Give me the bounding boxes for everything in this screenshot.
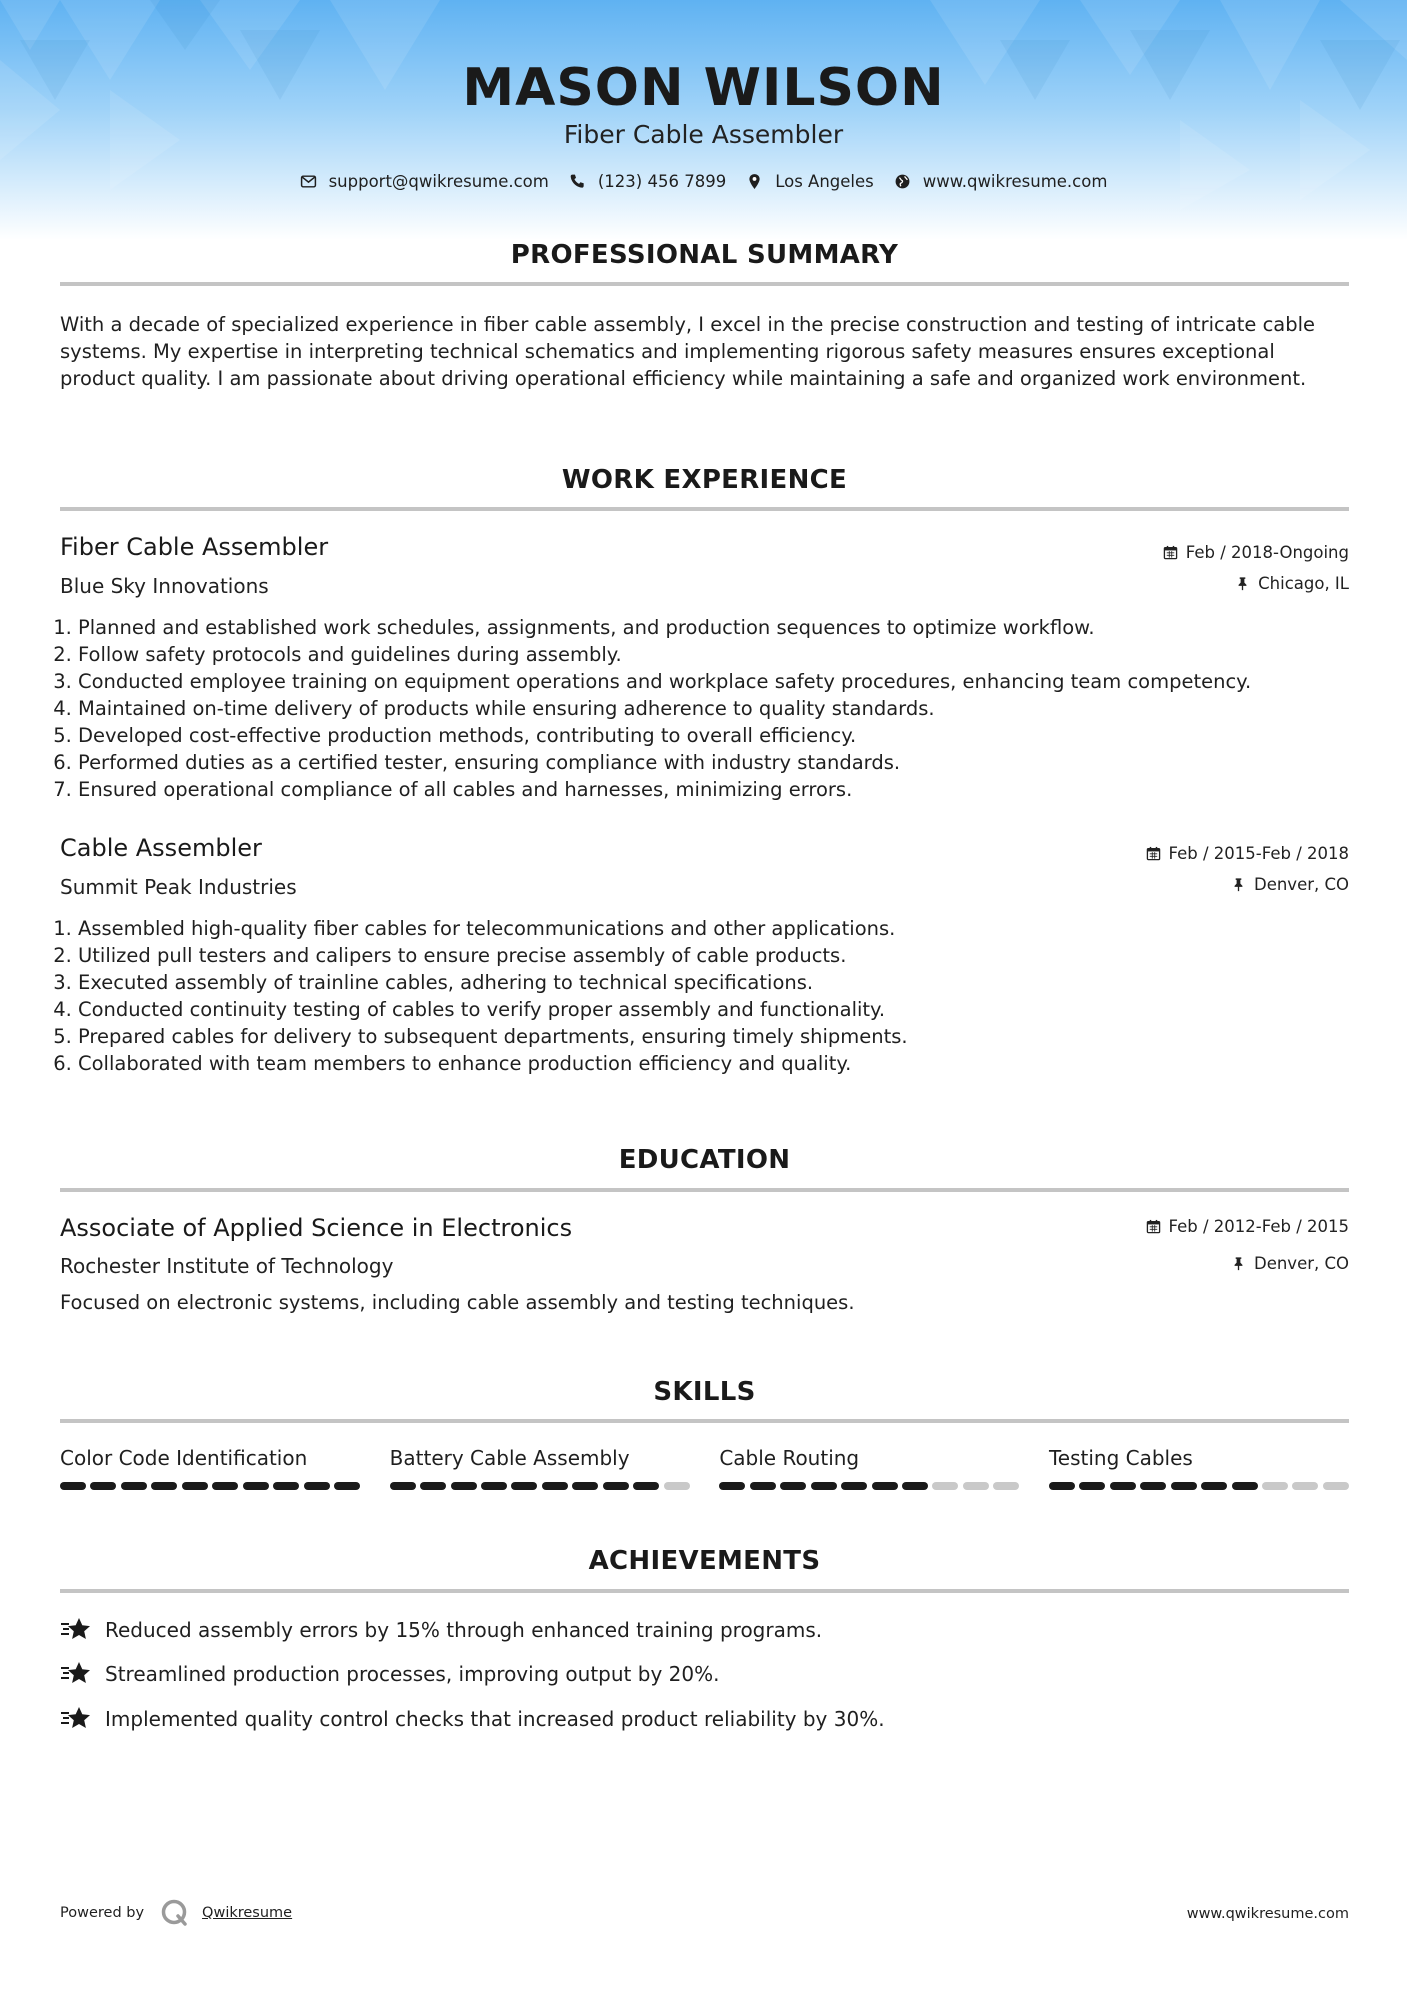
skill-segment-empty	[1323, 1482, 1349, 1490]
contact-website[interactable]	[894, 172, 1108, 191]
skill-segment-filled	[902, 1482, 928, 1490]
skill-rating-bar	[719, 1482, 1019, 1490]
job-title: Cable Assembler	[60, 834, 262, 862]
education-heading: EDUCATION	[618, 1145, 791, 1175]
footer-website[interactable]: www.qwikresume.com	[1186, 1906, 1349, 1922]
job-location	[1231, 875, 1349, 894]
skills-grid	[60, 1446, 1349, 1490]
contact-email-text: support@qwikresume.com	[328, 172, 549, 191]
education-location-text: Denver, CO	[1253, 1254, 1349, 1273]
calendar-icon	[1163, 545, 1178, 560]
shooting-star-icon	[60, 1705, 92, 1733]
skill-segment-filled	[334, 1482, 360, 1490]
contact-location-text: Los Angeles	[775, 172, 874, 191]
contact-location	[746, 172, 874, 191]
calendar-icon	[1146, 1219, 1161, 1234]
job-company: Blue Sky Innovations	[60, 574, 269, 598]
summary-text: With a decade of specialized experience in fiber cable assembly, I excel in the precise construction and testing of intricate cable systems. My expertise in interpreting technical schematics and implementing rigorous safety measures ensures exceptional product quality. I am passionate about driving operational efficiency while maintaining a safe and organized work environment.	[60, 313, 1316, 390]
experience-divider	[60, 507, 1349, 511]
map-marker-icon	[746, 173, 763, 190]
job-dates-text: Feb / 2015-Feb / 2018	[1168, 844, 1349, 863]
contact-phone[interactable]	[569, 172, 726, 191]
achievements-heading: ACHIEVEMENTS	[588, 1546, 821, 1576]
list-item: 5. Developed cost-effective production methods, contributing to overall efficiency.	[78, 722, 1378, 749]
skill-name: Battery Cable Assembly	[389, 1446, 630, 1470]
job-title: Fiber Cable Assembler	[60, 533, 329, 561]
summary-heading: PROFESSIONAL SUMMARY	[510, 240, 899, 270]
candidate-name: MASON WILSON	[462, 58, 945, 118]
list-item: 2. Utilized pull testers and calipers to ensure precise assembly of cable products.	[78, 942, 1378, 969]
globe-icon	[894, 173, 911, 190]
skill-item	[60, 1446, 360, 1490]
skill-segment-filled	[719, 1482, 745, 1490]
skill-segment-filled	[151, 1482, 177, 1490]
skill-item	[1049, 1446, 1349, 1490]
skill-segment-empty	[1292, 1482, 1318, 1490]
experience-heading: WORK EXPERIENCE	[561, 465, 848, 495]
skill-segment-filled	[811, 1482, 837, 1490]
skill-item	[719, 1446, 1019, 1490]
skill-segment-filled	[511, 1482, 537, 1490]
list-item: 5. Prepared cables for delivery to subsequent departments, ensuring timely shipments.	[78, 1023, 1378, 1050]
skill-segment-empty	[993, 1482, 1019, 1490]
achievement-text: Reduced assembly errors by 15% through enhanced training programs.	[105, 1618, 823, 1642]
skill-segment-filled	[451, 1482, 477, 1490]
skill-segment-filled	[182, 1482, 208, 1490]
skill-segment-filled	[1079, 1482, 1105, 1490]
pushpin-icon	[1231, 1256, 1246, 1271]
job-duties-list	[60, 915, 1378, 1077]
skill-name: Cable Routing	[719, 1446, 860, 1470]
contact-phone-text: (123) 456 7899	[597, 172, 727, 191]
shooting-star-icon	[60, 1616, 92, 1644]
achievement-text: Implemented quality control checks that increased product reliability by 30%.	[105, 1707, 885, 1731]
skill-segment-filled	[243, 1482, 269, 1490]
list-item: 7. Ensured operational compliance of all cables and harnesses, minimizing errors.	[78, 776, 1378, 803]
job-duties-list	[60, 614, 1378, 803]
skill-name: Color Code Identification	[60, 1446, 308, 1470]
skill-name: Testing Cables	[1048, 1446, 1193, 1470]
achievement-item	[60, 1616, 822, 1644]
list-item: 6. Performed duties as a certified tester, ensuring compliance with industry standards.	[78, 749, 1378, 776]
skill-segment-filled	[121, 1482, 147, 1490]
skill-segment-empty	[1262, 1482, 1288, 1490]
contact-bar	[0, 172, 1407, 191]
skill-segment-filled	[1049, 1482, 1075, 1490]
job-dates	[1163, 543, 1349, 562]
skill-rating-bar	[60, 1482, 360, 1490]
skill-segment-empty	[932, 1482, 958, 1490]
skill-rating-bar	[1049, 1482, 1349, 1490]
list-item: 6. Collaborated with team members to enhance production efficiency and quality.	[78, 1050, 1378, 1077]
skill-segment-filled	[420, 1482, 446, 1490]
list-item: 2. Follow safety protocols and guidelines during assembly.	[78, 641, 1378, 668]
skill-segment-filled	[481, 1482, 507, 1490]
job-location-text: Denver, CO	[1253, 875, 1349, 894]
job-dates	[1146, 844, 1349, 863]
powered-by-label: Powered by	[60, 1905, 145, 1921]
list-item: 4. Maintained on-time delivery of products while ensuring adherence to quality standards.	[78, 695, 1378, 722]
achievement-item	[60, 1705, 885, 1733]
skill-segment-filled	[1232, 1482, 1258, 1490]
candidate-title: Fiber Cable Assembler	[563, 120, 844, 149]
job-location-text: Chicago, IL	[1258, 574, 1349, 593]
list-item: 4. Conducted continuity testing of cables to verify proper assembly and functionality.	[78, 996, 1378, 1023]
list-item: 1. Assembled high-quality fiber cables for telecommunications and other applications.	[78, 915, 1378, 942]
skill-segment-empty	[963, 1482, 989, 1490]
skill-segment-filled	[572, 1482, 598, 1490]
qwikresume-logo-icon	[160, 1898, 190, 1928]
skill-segment-filled	[1110, 1482, 1136, 1490]
education-dates	[1146, 1217, 1349, 1236]
skill-segment-filled	[1201, 1482, 1227, 1490]
skill-segment-empty	[664, 1482, 690, 1490]
skill-segment-filled	[90, 1482, 116, 1490]
pushpin-icon	[1235, 576, 1250, 591]
skills-heading: SKILLS	[653, 1377, 756, 1407]
qwikresume-link[interactable]: Qwikresume	[202, 1905, 293, 1921]
school-name: Rochester Institute of Technology	[60, 1254, 394, 1278]
skill-segment-filled	[542, 1482, 568, 1490]
achievements-divider	[60, 1589, 1349, 1593]
skill-segment-filled	[273, 1482, 299, 1490]
skill-segment-filled	[841, 1482, 867, 1490]
achievement-item	[60, 1660, 719, 1688]
skill-segment-filled	[872, 1482, 898, 1490]
skill-segment-filled	[633, 1482, 659, 1490]
skill-segment-filled	[750, 1482, 776, 1490]
contact-website-text: www.qwikresume.com	[922, 172, 1108, 191]
education-description: Focused on electronic systems, including cable assembly and testing techniques.	[60, 1291, 855, 1314]
envelope-icon	[300, 173, 317, 190]
shooting-star-icon	[60, 1660, 92, 1688]
job-location	[1235, 574, 1349, 593]
skill-segment-filled	[212, 1482, 238, 1490]
calendar-icon	[1146, 846, 1161, 861]
skill-segment-filled	[390, 1482, 416, 1490]
skill-segment-filled	[1171, 1482, 1197, 1490]
skill-rating-bar	[390, 1482, 690, 1490]
skill-segment-filled	[603, 1482, 629, 1490]
skills-divider	[60, 1419, 1349, 1423]
skill-segment-filled	[780, 1482, 806, 1490]
list-item: 3. Conducted employee training on equipment operations and workplace safety procedures, enhancing team competency.	[78, 668, 1378, 695]
achievement-text: Streamlined production processes, improving output by 20%.	[105, 1662, 720, 1686]
skill-segment-filled	[304, 1482, 330, 1490]
pushpin-icon	[1231, 877, 1246, 892]
list-item: 3. Executed assembly of trainline cables, adhering to technical specifications.	[78, 969, 1378, 996]
footer-powered-by	[60, 1898, 292, 1928]
skill-segment-filled	[1140, 1482, 1166, 1490]
education-location	[1231, 1254, 1349, 1273]
education-divider	[60, 1188, 1349, 1192]
job-dates-text: Feb / 2018-Ongoing	[1185, 543, 1349, 562]
list-item: 1. Planned and established work schedules, assignments, and production sequences to optimize workflow.	[78, 614, 1378, 641]
degree-title: Associate of Applied Science in Electronics	[60, 1214, 573, 1242]
education-dates-text: Feb / 2012-Feb / 2015	[1168, 1217, 1349, 1236]
skill-item	[390, 1446, 690, 1490]
job-company: Summit Peak Industries	[60, 875, 297, 899]
skill-segment-filled	[60, 1482, 86, 1490]
contact-email[interactable]	[300, 172, 549, 191]
phone-icon	[569, 173, 586, 190]
summary-divider	[60, 282, 1349, 286]
